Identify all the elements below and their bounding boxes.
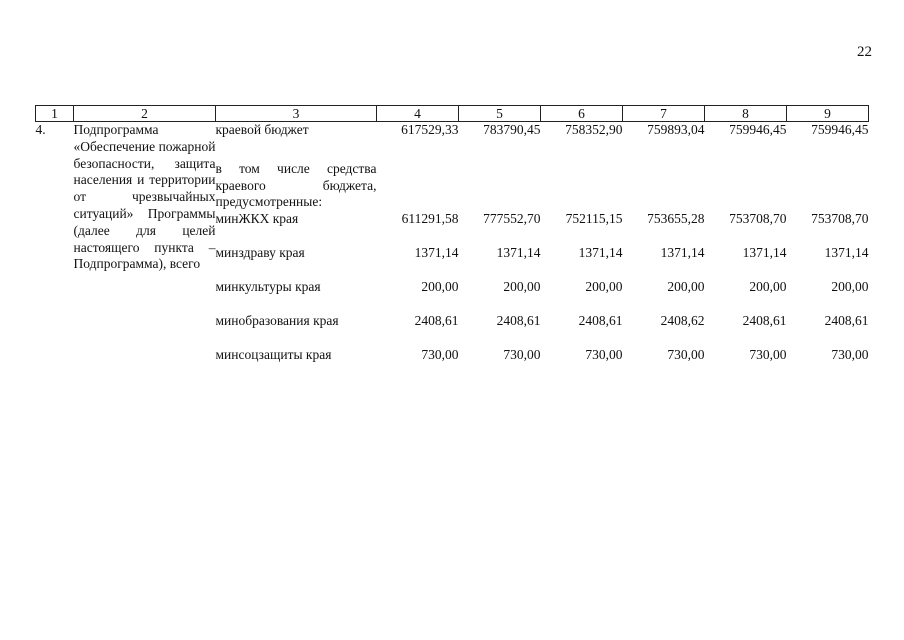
value-cell: 611291,58	[401, 211, 459, 227]
subprogram-name: Подпрограмма «Обеспечение пожарной безопасности, защита населения и территории от чрезвычайных ситуаций» Программы (далее для целей настоящего пункта – Подпрограмма), всего	[73, 122, 216, 272]
value-cell: 752115,15	[565, 211, 623, 227]
value-cell: 783790,45	[483, 122, 541, 137]
value-cell: 758352,90	[565, 122, 623, 137]
funding-source-label: минздраву края	[215, 245, 305, 261]
table-header	[36, 106, 869, 122]
value-cell: 1371,14	[660, 245, 705, 261]
funding-source-label: краевой бюджет	[215, 122, 309, 137]
value-cell: 200,00	[503, 279, 541, 295]
column-header: 3	[216, 106, 377, 122]
value-cell: 759893,04	[647, 122, 705, 137]
funding-source-label: минкультуры края	[215, 279, 321, 295]
value-cell: 730,00	[667, 347, 705, 363]
funding-source-label: минсоцзащиты края	[215, 347, 332, 363]
value-cell: 1371,14	[414, 245, 459, 261]
value-cell: 730,00	[831, 347, 869, 363]
value-cell: 753708,70	[729, 211, 787, 227]
value-cell: 200,00	[749, 279, 787, 295]
value-cell: 1371,14	[742, 245, 787, 261]
column-header: 5	[459, 106, 541, 122]
funding-source-label: минЖКХ края	[215, 211, 299, 227]
column-header: 2	[74, 106, 216, 122]
value-cell: 2408,61	[824, 313, 869, 329]
value-cell: 753708,70	[811, 211, 869, 227]
value-cell: 759946,45	[729, 122, 787, 137]
value-cell: 617529,33	[401, 122, 459, 137]
column-number-row	[36, 106, 869, 122]
value-cell: 200,00	[585, 279, 623, 295]
value-cell: 2408,62	[660, 313, 705, 329]
column-header: 8	[705, 106, 787, 122]
value-cell: 759946,45	[811, 122, 869, 137]
value-cell: 200,00	[831, 279, 869, 295]
value-cell: 2408,61	[578, 313, 623, 329]
column-header: 9	[787, 106, 869, 122]
column-header: 6	[541, 106, 623, 122]
value-cell: 2408,61	[414, 313, 459, 329]
value-cell: 777552,70	[483, 211, 541, 227]
value-cell: 1371,14	[578, 245, 623, 261]
table-row	[36, 122, 869, 139]
value-cell: 753655,28	[647, 211, 705, 227]
page-number: 22	[857, 44, 872, 60]
funding-source-label: минобразования края	[215, 313, 339, 329]
value-cell: 200,00	[421, 279, 459, 295]
value-cell: 2408,61	[496, 313, 541, 329]
budget-table	[35, 105, 869, 381]
value-cell: 1371,14	[824, 245, 869, 261]
value-cell: 2408,61	[742, 313, 787, 329]
column-header: 7	[623, 106, 705, 122]
including-label: в том числе средства краевого бюджета, предусмотренные:	[215, 160, 377, 210]
value-cell: 1371,14	[496, 245, 541, 261]
value-cell: 730,00	[749, 347, 787, 363]
column-header: 1	[36, 106, 74, 122]
value-cell: 730,00	[421, 347, 459, 363]
value-cell: 200,00	[667, 279, 705, 295]
value-cell: 730,00	[585, 347, 623, 363]
column-header: 4	[377, 106, 459, 122]
value-cell: 730,00	[503, 347, 541, 363]
row-number: 4.	[35, 122, 46, 137]
